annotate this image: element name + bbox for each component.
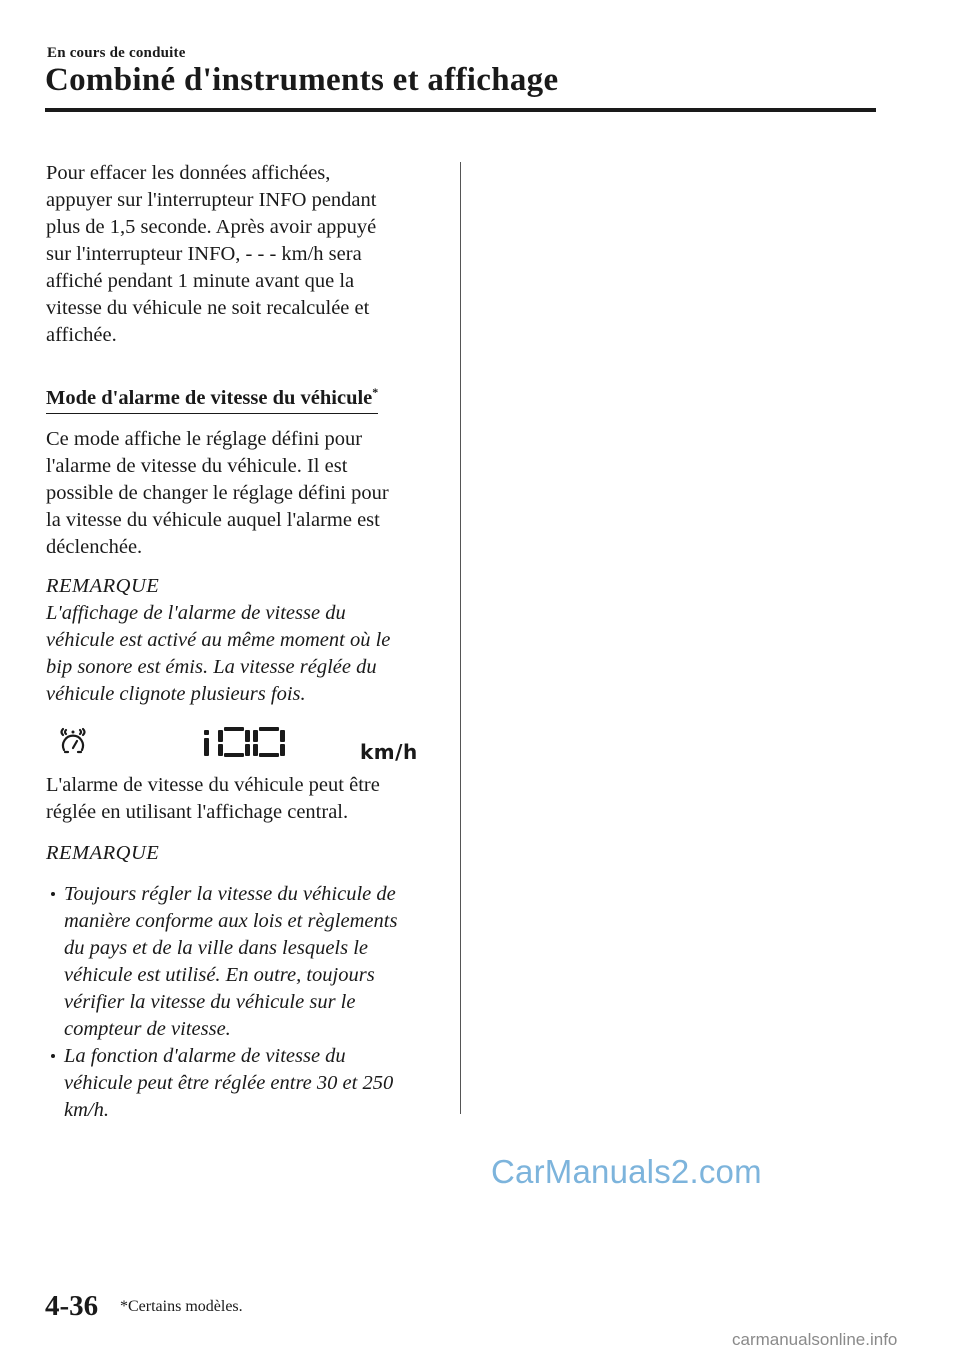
bullet-dot: [51, 1054, 55, 1058]
note-label-2: REMARQUE: [46, 842, 160, 864]
speed-unit: km/h: [360, 740, 418, 764]
watermark-link[interactable]: CarManuals2.com: [491, 1153, 762, 1190]
speed-digits: [204, 727, 285, 757]
subheading: [46, 385, 378, 414]
note-label: REMARQUE: [46, 575, 160, 597]
column-divider: [460, 162, 461, 1114]
left-column: [46, 160, 441, 1124]
note-bullet-text: Toujours régler la vitesse du véhicule de manière conforme aux lois et règlements du pays et de la ville dans lesquels le véhicule est utilisé. En outre, toujours vérifier la vitesse du véhicule sur le compteur de vitesse.: [64, 883, 398, 1040]
section-label: En cours de conduite: [47, 45, 186, 61]
after-display-paragraph: L'alarme de vitesse du véhicule peut être réglée en utilisant l'affichage central.: [46, 774, 380, 823]
note-bullet-list: [46, 881, 441, 1124]
page-number: 4-36: [45, 1290, 99, 1322]
list-item: [46, 881, 441, 1043]
chapter-title: Combiné d'instruments et affichage: [45, 62, 559, 98]
subheading-footnote-mark: *: [372, 385, 379, 400]
title-rule: [45, 108, 876, 112]
subheading-text: Mode d'alarme de vitesse du véhicule: [46, 387, 373, 409]
description-paragraph: Ce mode affiche le réglage défini pour l'alarme de vitesse du véhicule. Il est possible de changer le réglage défini pour la vitesse du véhicule auquel l'alarme est déclenchée.: [46, 428, 389, 558]
intro-paragraph: Pour effacer les données affichées, appuyer sur l'interrupteur INFO pendant plus de 1,5 seconde. Après avoir appuyé sur l'interrupteur INFO, - - - km/h sera affiché pendant 1 minute avant que la vitesse du véhicule ne soit recalculée et affichée.: [46, 162, 377, 346]
site-footer-link[interactable]: carmanualsonline.info: [732, 1330, 898, 1349]
list-item: [46, 1043, 441, 1124]
speed-alarm-display: [46, 722, 441, 772]
footnote: *Certains modèles.: [120, 1298, 243, 1315]
note-text: L'affichage de l'alarme de vitesse du véhicule est activé au même moment où le bip sonore est émis. La vitesse réglée du véhicule clignote plusieurs fois.: [46, 602, 391, 705]
note-bullet-text: La fonction d'alarme de vitesse du véhicule peut être réglée entre 30 et 250 km/h.: [64, 1045, 394, 1121]
bullet-dot: [51, 892, 55, 896]
speed-alarm-icon: [62, 729, 85, 752]
